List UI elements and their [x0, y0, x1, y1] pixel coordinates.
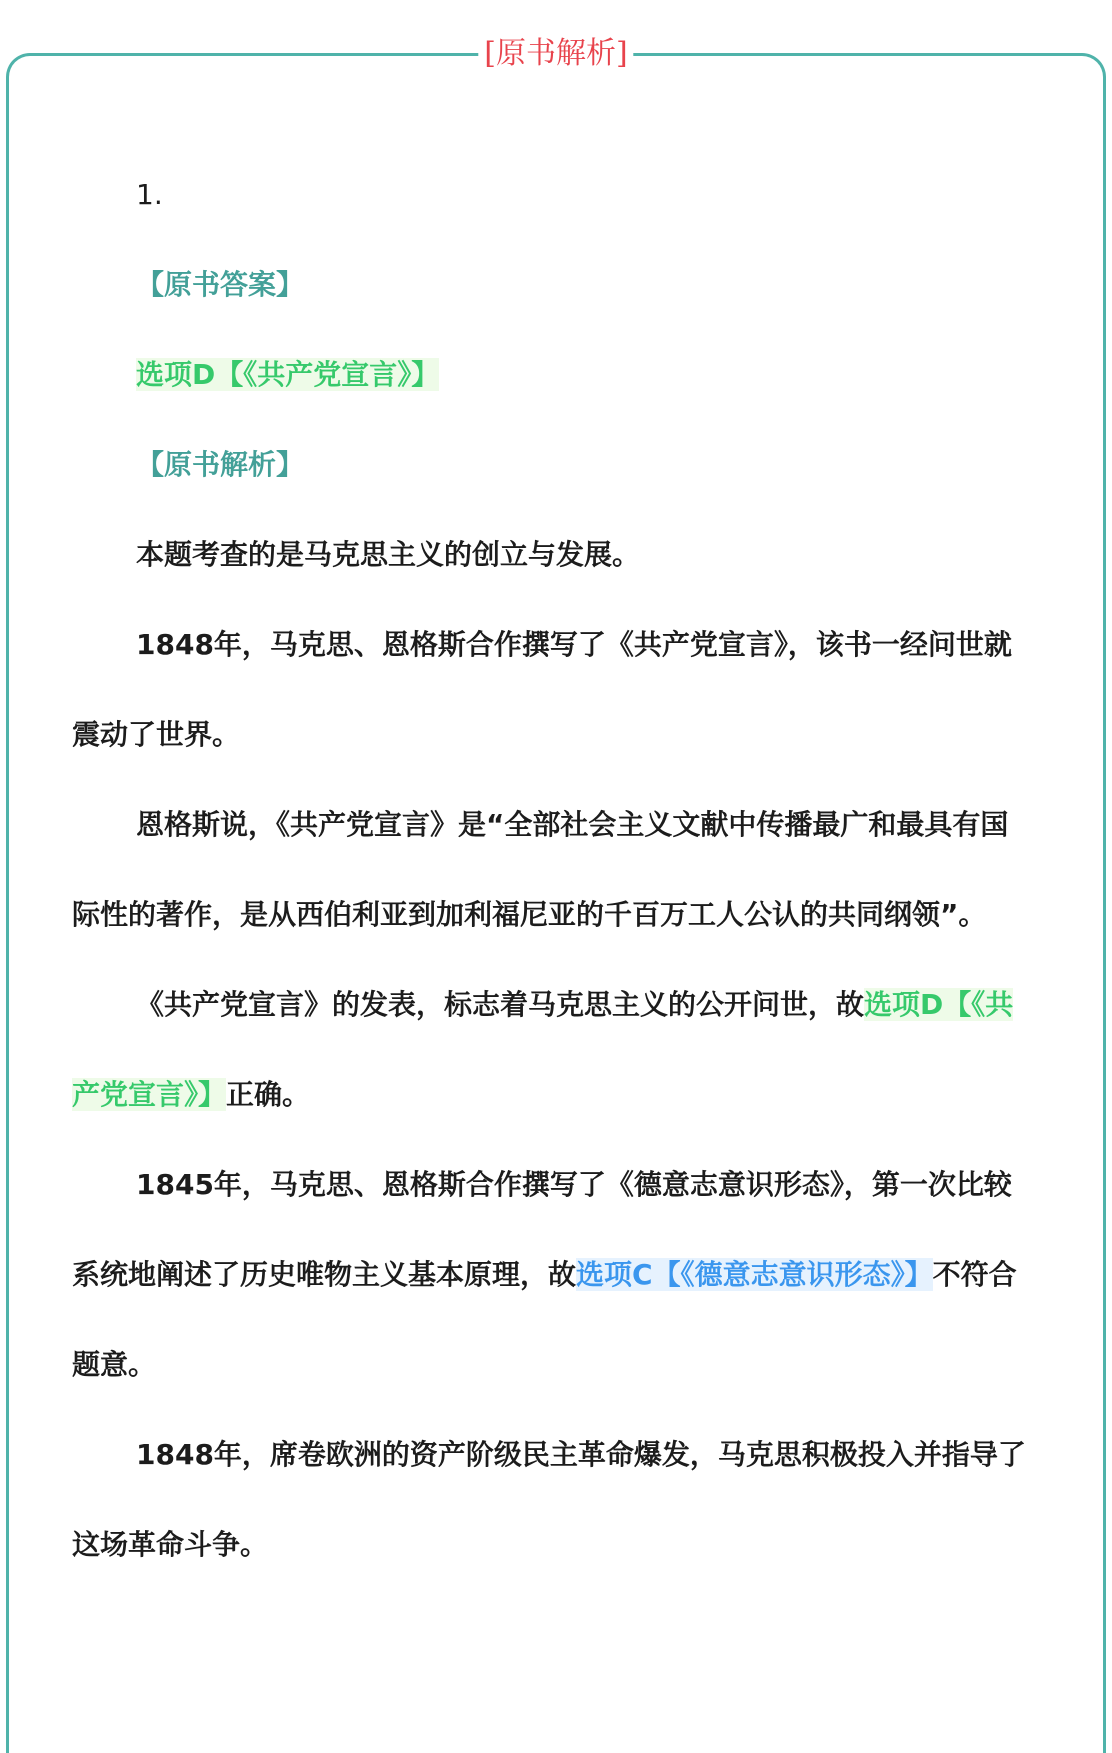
p5-highlight: 选项C【《德意志意识形态》】	[576, 1258, 933, 1291]
analysis-paragraph-6: 1848年，席卷欧洲的资产阶级民主革命爆发，马克思积极投入并指导了这场革命斗争。	[72, 1438, 1026, 1561]
p4-tail: 正确。	[226, 1078, 311, 1111]
question-number: 1.	[136, 178, 163, 211]
analysis-heading: 【原书解析】	[136, 448, 305, 481]
p4-text: 《共产党宣言》的发表，标志着马克思主义的公开问世，故	[136, 988, 865, 1021]
analysis-paragraph-2: 1848年，马克思、恩格斯合作撰写了《共产党宣言》，该书一经问世就震动了世界。	[72, 628, 1012, 751]
analysis-paragraph-4	[72, 960, 1032, 1140]
content	[72, 150, 1032, 1590]
p5-text: 1845年，马克思、恩格斯合作撰写了《德意志意识形态》，第一次比较系统地阐述了历史唯物主义基本原理，故	[72, 1168, 1012, 1291]
frame-title: [原书解析]	[478, 32, 633, 76]
p4-highlight: 选项D【《共产党宣言》】	[72, 988, 1014, 1111]
p5-tail: 不符合题意。	[72, 1258, 1017, 1381]
answer-heading: 【原书答案】	[136, 268, 305, 301]
answer-choice: 选项D【《共产党宣言》】	[136, 358, 440, 391]
analysis-paragraph-1: 本题考查的是马克思主义的创立与发展。	[136, 538, 641, 571]
answer-line	[72, 330, 1032, 420]
analysis-paragraph-3: 恩格斯说，《共产党宣言》是“全部社会主义文献中传播最广和最具有国际性的著作，是从西伯利亚到加利福尼亚的千百万工人公认的共同纲领”。	[72, 808, 1009, 931]
analysis-paragraph-5	[72, 1140, 1032, 1410]
